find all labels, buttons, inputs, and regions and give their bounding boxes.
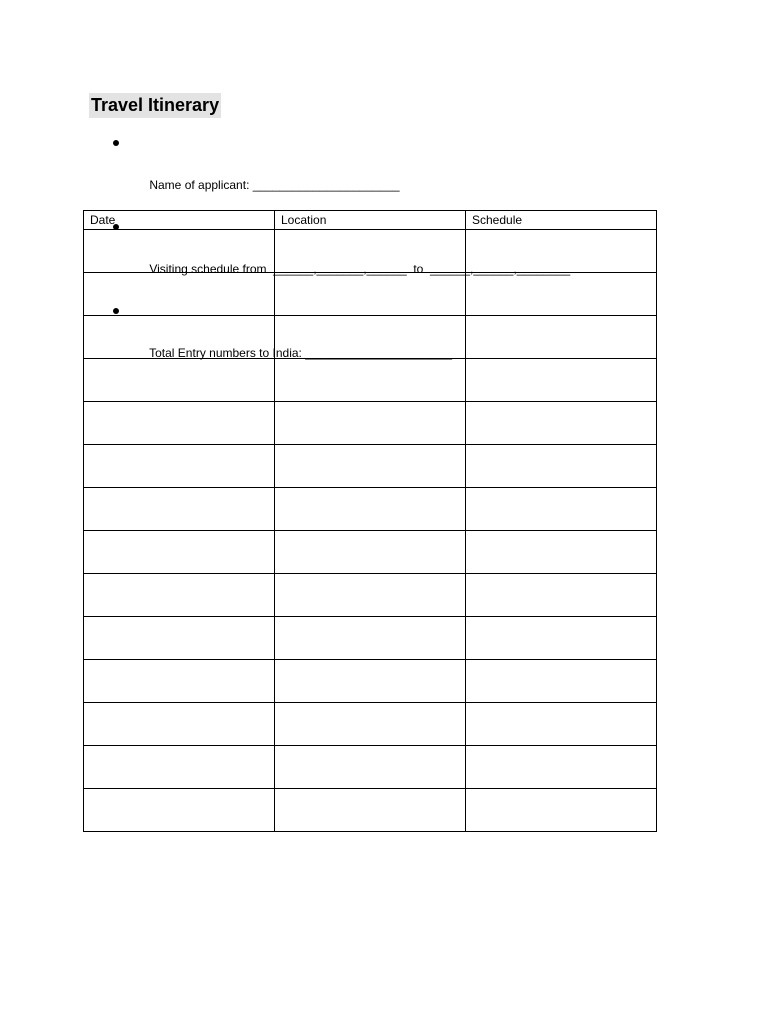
- table-cell-date[interactable]: [84, 488, 275, 531]
- table-cell-date[interactable]: [84, 617, 275, 660]
- table-cell-location[interactable]: [275, 789, 466, 832]
- table-row: [84, 488, 657, 531]
- table-cell-schedule[interactable]: [466, 273, 657, 316]
- table-cell-schedule[interactable]: [466, 574, 657, 617]
- table-cell-location[interactable]: [275, 230, 466, 273]
- table-row: [84, 273, 657, 316]
- table-cell-schedule[interactable]: [466, 617, 657, 660]
- table-cell-location[interactable]: [275, 746, 466, 789]
- table-cell-schedule[interactable]: [466, 488, 657, 531]
- table-cell-date[interactable]: [84, 531, 275, 574]
- table-cell-date[interactable]: [84, 746, 275, 789]
- table-cell-date[interactable]: [84, 316, 275, 359]
- table-cell-date[interactable]: [84, 402, 275, 445]
- table-cell-location[interactable]: [275, 273, 466, 316]
- table-cell-location[interactable]: [275, 574, 466, 617]
- table-cell-date[interactable]: [84, 359, 275, 402]
- table-row: [84, 660, 657, 703]
- bullet-icon: [113, 140, 119, 146]
- table-header-row: [84, 211, 657, 230]
- table-cell-location[interactable]: [275, 445, 466, 488]
- table-cell-location[interactable]: [275, 359, 466, 402]
- column-header-schedule: Schedule: [466, 211, 657, 230]
- table-cell-schedule[interactable]: [466, 703, 657, 746]
- table-cell-schedule[interactable]: [466, 531, 657, 574]
- table-cell-location[interactable]: [275, 531, 466, 574]
- field-label: Visiting schedule from ______,_______,______ to ______,______,________: [149, 262, 571, 276]
- table-cell-schedule[interactable]: [466, 445, 657, 488]
- column-header-location: Location: [275, 211, 466, 230]
- table-row: [84, 746, 657, 789]
- document-title: Travel Itinerary: [89, 93, 221, 118]
- table-cell-location[interactable]: [275, 660, 466, 703]
- itinerary-table-body: [84, 230, 657, 832]
- table-row: [84, 359, 657, 402]
- column-header-date: Date: [84, 211, 275, 230]
- field-label: Total Entry numbers to India: ______________________: [149, 346, 453, 360]
- table-cell-date[interactable]: [84, 789, 275, 832]
- table-cell-location[interactable]: [275, 316, 466, 359]
- table-cell-schedule[interactable]: [466, 359, 657, 402]
- table-cell-date[interactable]: [84, 574, 275, 617]
- table-row: [84, 703, 657, 746]
- table-cell-location[interactable]: [275, 488, 466, 531]
- table-cell-schedule[interactable]: [466, 402, 657, 445]
- table-row: [84, 617, 657, 660]
- table-row: [84, 574, 657, 617]
- table-cell-location[interactable]: [275, 703, 466, 746]
- itinerary-table: [83, 210, 657, 832]
- table-cell-schedule[interactable]: [466, 230, 657, 273]
- field-name-of-applicant[interactable]: [110, 133, 570, 217]
- table-cell-schedule[interactable]: [466, 660, 657, 703]
- table-cell-date[interactable]: [84, 273, 275, 316]
- table-row: [84, 789, 657, 832]
- table-row: [84, 445, 657, 488]
- table-cell-date[interactable]: [84, 445, 275, 488]
- table-row: [84, 531, 657, 574]
- table-cell-date[interactable]: [84, 660, 275, 703]
- table-cell-location[interactable]: [275, 617, 466, 660]
- table-cell-date[interactable]: [84, 230, 275, 273]
- table-cell-location[interactable]: [275, 402, 466, 445]
- table-row: [84, 402, 657, 445]
- table-row: [84, 316, 657, 359]
- table-cell-date[interactable]: [84, 703, 275, 746]
- table-cell-schedule[interactable]: [466, 316, 657, 359]
- field-label: Name of applicant: ______________________: [149, 178, 400, 192]
- table-cell-schedule[interactable]: [466, 746, 657, 789]
- table-cell-schedule[interactable]: [466, 789, 657, 832]
- table-row: [84, 230, 657, 273]
